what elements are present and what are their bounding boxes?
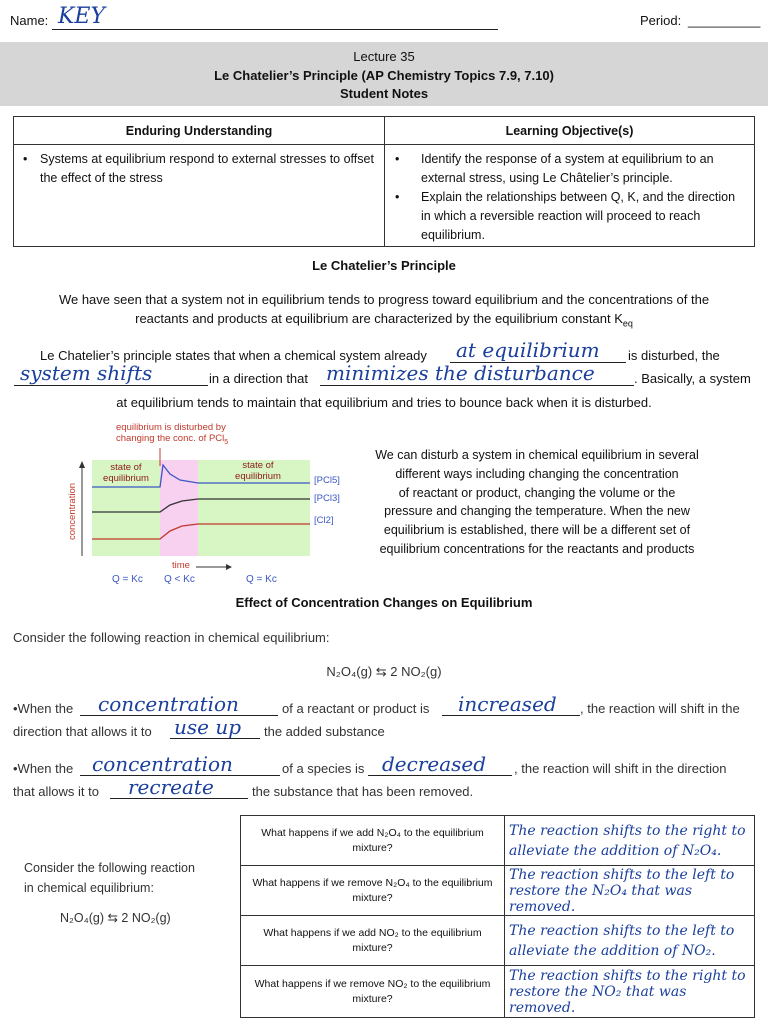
banner-title: Le Chatelier’s Principle (AP Chemistry Topics 7.9, 7.10) bbox=[214, 67, 554, 83]
name-value[interactable]: KEY bbox=[58, 4, 106, 29]
y-axis-label: concentration bbox=[67, 482, 79, 541]
q-label-right: Q = Kc bbox=[246, 574, 277, 585]
annotation-line1: equilibrium is disturbed by bbox=[116, 422, 226, 433]
answer-recreate[interactable]: recreate bbox=[128, 775, 214, 799]
answer-blank bbox=[320, 385, 634, 386]
learning-objectives-header: Learning Objective(s) bbox=[385, 117, 755, 145]
enduring-understanding-cell bbox=[14, 145, 385, 247]
period-label: Period: bbox=[640, 13, 682, 28]
bullet2-start: •When the bbox=[13, 761, 74, 776]
qa-answer[interactable]: The reaction shifts to the right to alleviate the addition of N₂O₄. bbox=[505, 816, 755, 866]
x-axis-label: time bbox=[172, 560, 190, 571]
annotation-subscript: 5 bbox=[224, 438, 229, 446]
fill-line2-end: . Basically, a system bbox=[634, 371, 751, 386]
qa-question: What happens if we remove N₂O₄ to the equilibrium mixture? bbox=[241, 866, 505, 916]
fill-line3-text: at equilibrium tends to maintain that equilibrium and tries to bounce back when it is disturbed. bbox=[116, 395, 652, 410]
section-title: Le Chatelier’s Principle bbox=[312, 258, 456, 273]
bullet1-line2-start: direction that allows it to bbox=[13, 724, 152, 739]
side-text-line: pressure and changing the temperature. When the new bbox=[384, 504, 690, 519]
bullet1-line2-end: the added substance bbox=[264, 724, 385, 739]
section2-reaction: N₂O₄(g) ⇆ 2 NO₂(g) bbox=[326, 664, 442, 679]
side-text-line: of reactant or product, changing the volume or the bbox=[398, 485, 676, 500]
state-label-left bbox=[92, 462, 160, 484]
answer-decreased[interactable]: decreased bbox=[382, 752, 487, 776]
lecture-banner bbox=[0, 42, 768, 106]
state-label-right-line1: state of bbox=[242, 460, 274, 471]
annotation-line2-text: changing the conc. of PCl bbox=[116, 433, 225, 444]
name-label: Name: bbox=[10, 13, 49, 28]
disturbance-paragraph bbox=[354, 446, 720, 559]
learning-objective-item: Explain the relationships between Q, K, and the direction in which a reversible reaction will proceed to reach equilibrium. bbox=[421, 190, 736, 242]
qa-row bbox=[241, 966, 755, 1018]
fill-line1-text: Le Chatelier’s principle states that when a chemical system already bbox=[40, 348, 427, 363]
bullet-dot: • bbox=[395, 190, 400, 204]
state-label-left-line2: equilibrium bbox=[103, 473, 149, 484]
qa-question: What happens if we add NO₂ to the equilibrium mixture? bbox=[241, 916, 505, 966]
side-text-line: We can disturb a system in chemical equilibrium in several bbox=[375, 448, 699, 462]
legend-pcl5: [PCl5] bbox=[314, 475, 340, 486]
learning-objective-item: Identify the response of a system at equilibrium to an external stress, using Le Châtelier’s principle. bbox=[421, 152, 714, 185]
q-label-left: Q = Kc bbox=[112, 574, 143, 585]
intro-text: reactants and products at equilibrium are characterized by the equilibrium constant K bbox=[135, 311, 623, 326]
qa-row bbox=[241, 816, 755, 866]
period-blank[interactable]: __________ bbox=[688, 13, 761, 28]
section2-title: Effect of Concentration Changes on Equilibrium bbox=[235, 595, 533, 610]
enduring-understanding-header: Enduring Understanding bbox=[14, 117, 385, 145]
banner-subtitle: Student Notes bbox=[339, 86, 429, 101]
state-label-right bbox=[198, 460, 318, 482]
bullet-dot: • bbox=[395, 152, 400, 166]
bullet1-start: •When the bbox=[13, 701, 74, 716]
qa-row bbox=[241, 916, 755, 966]
name-blank-line bbox=[52, 29, 498, 30]
bullet2-line2-end: the substance that has been removed. bbox=[252, 784, 474, 799]
banner-lecture-number: Lecture 35 bbox=[353, 49, 415, 64]
fill-line2-text: in a direction that bbox=[209, 371, 309, 386]
intro-paragraph-line1: We have seen that a system not in equilibrium tends to progress toward equilibrium and the concentrations of the bbox=[58, 292, 710, 307]
state-label-left-line1: state of bbox=[110, 462, 142, 473]
qa-table bbox=[240, 815, 755, 1018]
q-label-middle: Q < Kc bbox=[164, 574, 195, 585]
bullet2-line2-start: that allows it to bbox=[13, 784, 99, 799]
learning-objectives-cell bbox=[385, 145, 755, 247]
answer-system-shifts[interactable]: system shifts bbox=[20, 361, 153, 385]
equilibrium-figure bbox=[67, 418, 350, 592]
bullet1-end: , the reaction will shift in the bbox=[580, 701, 740, 716]
bullet-dot: • bbox=[23, 152, 28, 166]
bullet2-mid: of a species is bbox=[282, 761, 365, 776]
answer-increased[interactable]: increased bbox=[458, 692, 557, 716]
answer-blank bbox=[14, 385, 208, 386]
side-reaction-equation: N₂O₄(g) ⇆ 2 NO₂(g) bbox=[60, 911, 171, 925]
qa-answer[interactable]: The reaction shifts to the left to restore the N₂O₄ that was removed. bbox=[505, 866, 755, 916]
enduring-understanding-item: Systems at equilibrium respond to external stresses to offset the effect of the stress bbox=[40, 152, 374, 185]
qa-row bbox=[241, 866, 755, 916]
qa-answer[interactable]: The reaction shifts to the right to restore the NO₂ that was removed. bbox=[505, 966, 755, 1018]
state-label-right-line2: equilibrium bbox=[235, 471, 281, 482]
legend-cl2: [Cl2] bbox=[314, 515, 334, 526]
fill-line1-end: is disturbed, the bbox=[628, 348, 720, 363]
legend-pcl3: [PCl3] bbox=[314, 493, 340, 504]
annotation-text bbox=[116, 422, 228, 448]
answer-at-equilibrium[interactable]: at equilibrium bbox=[456, 338, 600, 362]
side-text-line: different ways including changing the concentration bbox=[395, 466, 679, 481]
bullet2-end: , the reaction will shift in the direction bbox=[514, 761, 727, 776]
bullet1-mid: of a reactant or product is bbox=[282, 701, 430, 716]
side-reaction-line2: in chemical equilibrium: bbox=[24, 881, 154, 895]
side-text-line: equilibrium concentrations for the reactants and products bbox=[379, 541, 695, 556]
side-reaction-line1: Consider the following reaction bbox=[24, 861, 195, 875]
qa-answer[interactable]: The reaction shifts to the left to alleviate the addition of NO₂. bbox=[505, 916, 755, 966]
objectives-table bbox=[13, 116, 755, 247]
side-reaction-block bbox=[24, 858, 195, 898]
intro-paragraph-line2 bbox=[0, 311, 768, 329]
answer-use-up[interactable]: use up bbox=[174, 715, 242, 739]
answer-concentration-2[interactable]: concentration bbox=[92, 752, 233, 776]
answer-minimizes-disturbance[interactable]: minimizes the disturbance bbox=[326, 361, 595, 385]
keq-subscript: eq bbox=[622, 318, 633, 329]
annotation-line2 bbox=[116, 433, 228, 448]
qa-question: What happens if we add N₂O₄ to the equilibrium mixture? bbox=[241, 816, 505, 866]
answer-concentration-1[interactable]: concentration bbox=[98, 692, 239, 716]
qa-question: What happens if we remove NO₂ to the equilibrium mixture? bbox=[241, 966, 505, 1018]
side-text-line: equilibrium is established, there will be a different set of bbox=[383, 523, 691, 538]
section2-intro: Consider the following reaction in chemical equilibrium: bbox=[13, 630, 330, 645]
